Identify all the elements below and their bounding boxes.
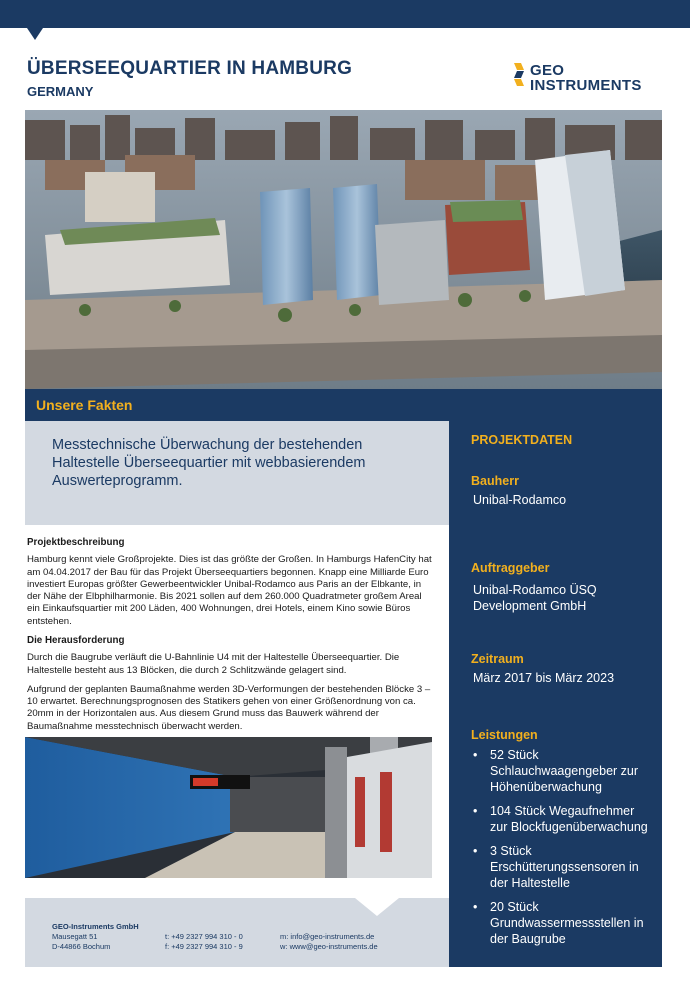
company-logo [512, 62, 662, 96]
list-item [471, 899, 651, 947]
page-subtitle: GERMANY [27, 84, 94, 99]
footer-company: GEO-Instruments GmbH [52, 922, 139, 931]
station-photo [25, 737, 432, 878]
project-data-sidebar [449, 421, 662, 967]
facts-title: Unsere Fakten [36, 397, 133, 413]
hero-aerial-image [25, 110, 662, 389]
footer-web[interactable]: w: www@geo-instruments.de [280, 942, 378, 951]
top-band [0, 0, 690, 28]
challenge-text-1: Durch die Baugrube verläuft die U-Bahnlinie U4 mit der Haltestelle Überseequartier. Die Haltestelle besteht aus 13 Blöcken, die durch 2 Schlitzwände gelagert sind. [27, 652, 400, 676]
bauherr-value: Unibal-Rodamco [473, 493, 567, 507]
challenge-text-2: Aufgrund der geplanten Baumaßnahme werden 3D-Verformungen der bestehenden Blöcke 3 – 10 erwartet. Berechnungsprognosen des Statikers gehen von einer Größenordnung von ca. 20mm in der Horizontalen aus. Aus diesem Grund muss das Bauwerk während der Baumaßnahme messtechnisch überwacht werden. [27, 683, 431, 732]
list-item [471, 747, 651, 795]
bauherr-label: Bauherr [471, 474, 519, 488]
footer-fax: f: +49 2327 994 310 - 9 [165, 942, 243, 951]
footer-street: Mausegatt 51 [52, 932, 98, 941]
bullet-icon: • [473, 804, 478, 818]
list-item-text: 3 Stück Erschütterungssensoren in der Haltestelle [490, 844, 639, 890]
hero-aerial-drawing [25, 110, 662, 389]
list-item [471, 803, 651, 835]
logo-line-instruments: INSTRUMENTS [530, 77, 642, 94]
auftraggeber-label: Auftraggeber [471, 561, 550, 575]
bullet-icon: • [473, 748, 478, 762]
footer-city: D-44866 Bochum [52, 942, 111, 951]
list-item-text: 52 Stück Schlauchwaagengeber zur Höhenüberwachung [490, 748, 639, 794]
intro-text: Messtechnische Überwachung der bestehenden Haltestelle Überseequartier mit webbasierendem Auswerteprogramm. [52, 437, 366, 489]
footer-notch [355, 898, 399, 916]
logo-line-geo: GEO [530, 62, 565, 79]
logo-text [530, 63, 642, 93]
top-band-notch [27, 28, 43, 40]
bullet-icon: • [473, 844, 478, 858]
footer-mail[interactable]: m: info@geo-instruments.de [280, 932, 375, 941]
list-item [471, 843, 651, 891]
zeitraum-value: März 2017 bis März 2023 [473, 671, 615, 685]
logo-mark-icon [512, 62, 526, 92]
zeitraum-label: Zeitraum [471, 652, 524, 666]
sidebar-heading: PROJEKTDATEN [471, 433, 573, 447]
page-title: ÜBERSEEQUARTIER IN HAMBURG [27, 58, 353, 79]
leistungen-list [471, 747, 651, 955]
leistungen-label: Leistungen [471, 728, 538, 742]
station-drawing [25, 737, 432, 878]
bullet-icon: • [473, 900, 478, 914]
list-item-text: 20 Stück Grundwassermessstellen in der Baugrube [490, 900, 644, 946]
footer-phone: t: +49 2327 994 310 - 0 [165, 932, 243, 941]
project-heading: Projektbeschreibung [27, 537, 125, 548]
project-text: Hamburg kennt viele Großprojekte. Dies ist das größte der Großen. In Hamburgs HafenCity hat am 04.04.2017 der Bau für das Projekt Überseequartiers begonnen. Knapp eine Milliarde Euro investiert Europas größter Gewerbeentwickler Unibal-Rodamco aus Paris an der Elbkante, in der Nähe der Elbphilharmonie. Bis 2021 sollen auf dem 260.000 Quadratmeter großem Areal ein Einkaufsquartier mit 200 Läden, 400 Wohnungen, drei Hotels, einem Kino sowie Büros entstehen. [27, 554, 432, 627]
challenge-heading: Die Herausforderung [27, 635, 125, 646]
auftraggeber-value: Unibal-Rodamco ÜSQ Development GmbH [473, 583, 597, 613]
list-item-text: 104 Stück Wegaufnehmer zur Blockfugenüberwachung [490, 804, 648, 834]
challenge-section [27, 635, 437, 733]
project-section [27, 537, 437, 628]
